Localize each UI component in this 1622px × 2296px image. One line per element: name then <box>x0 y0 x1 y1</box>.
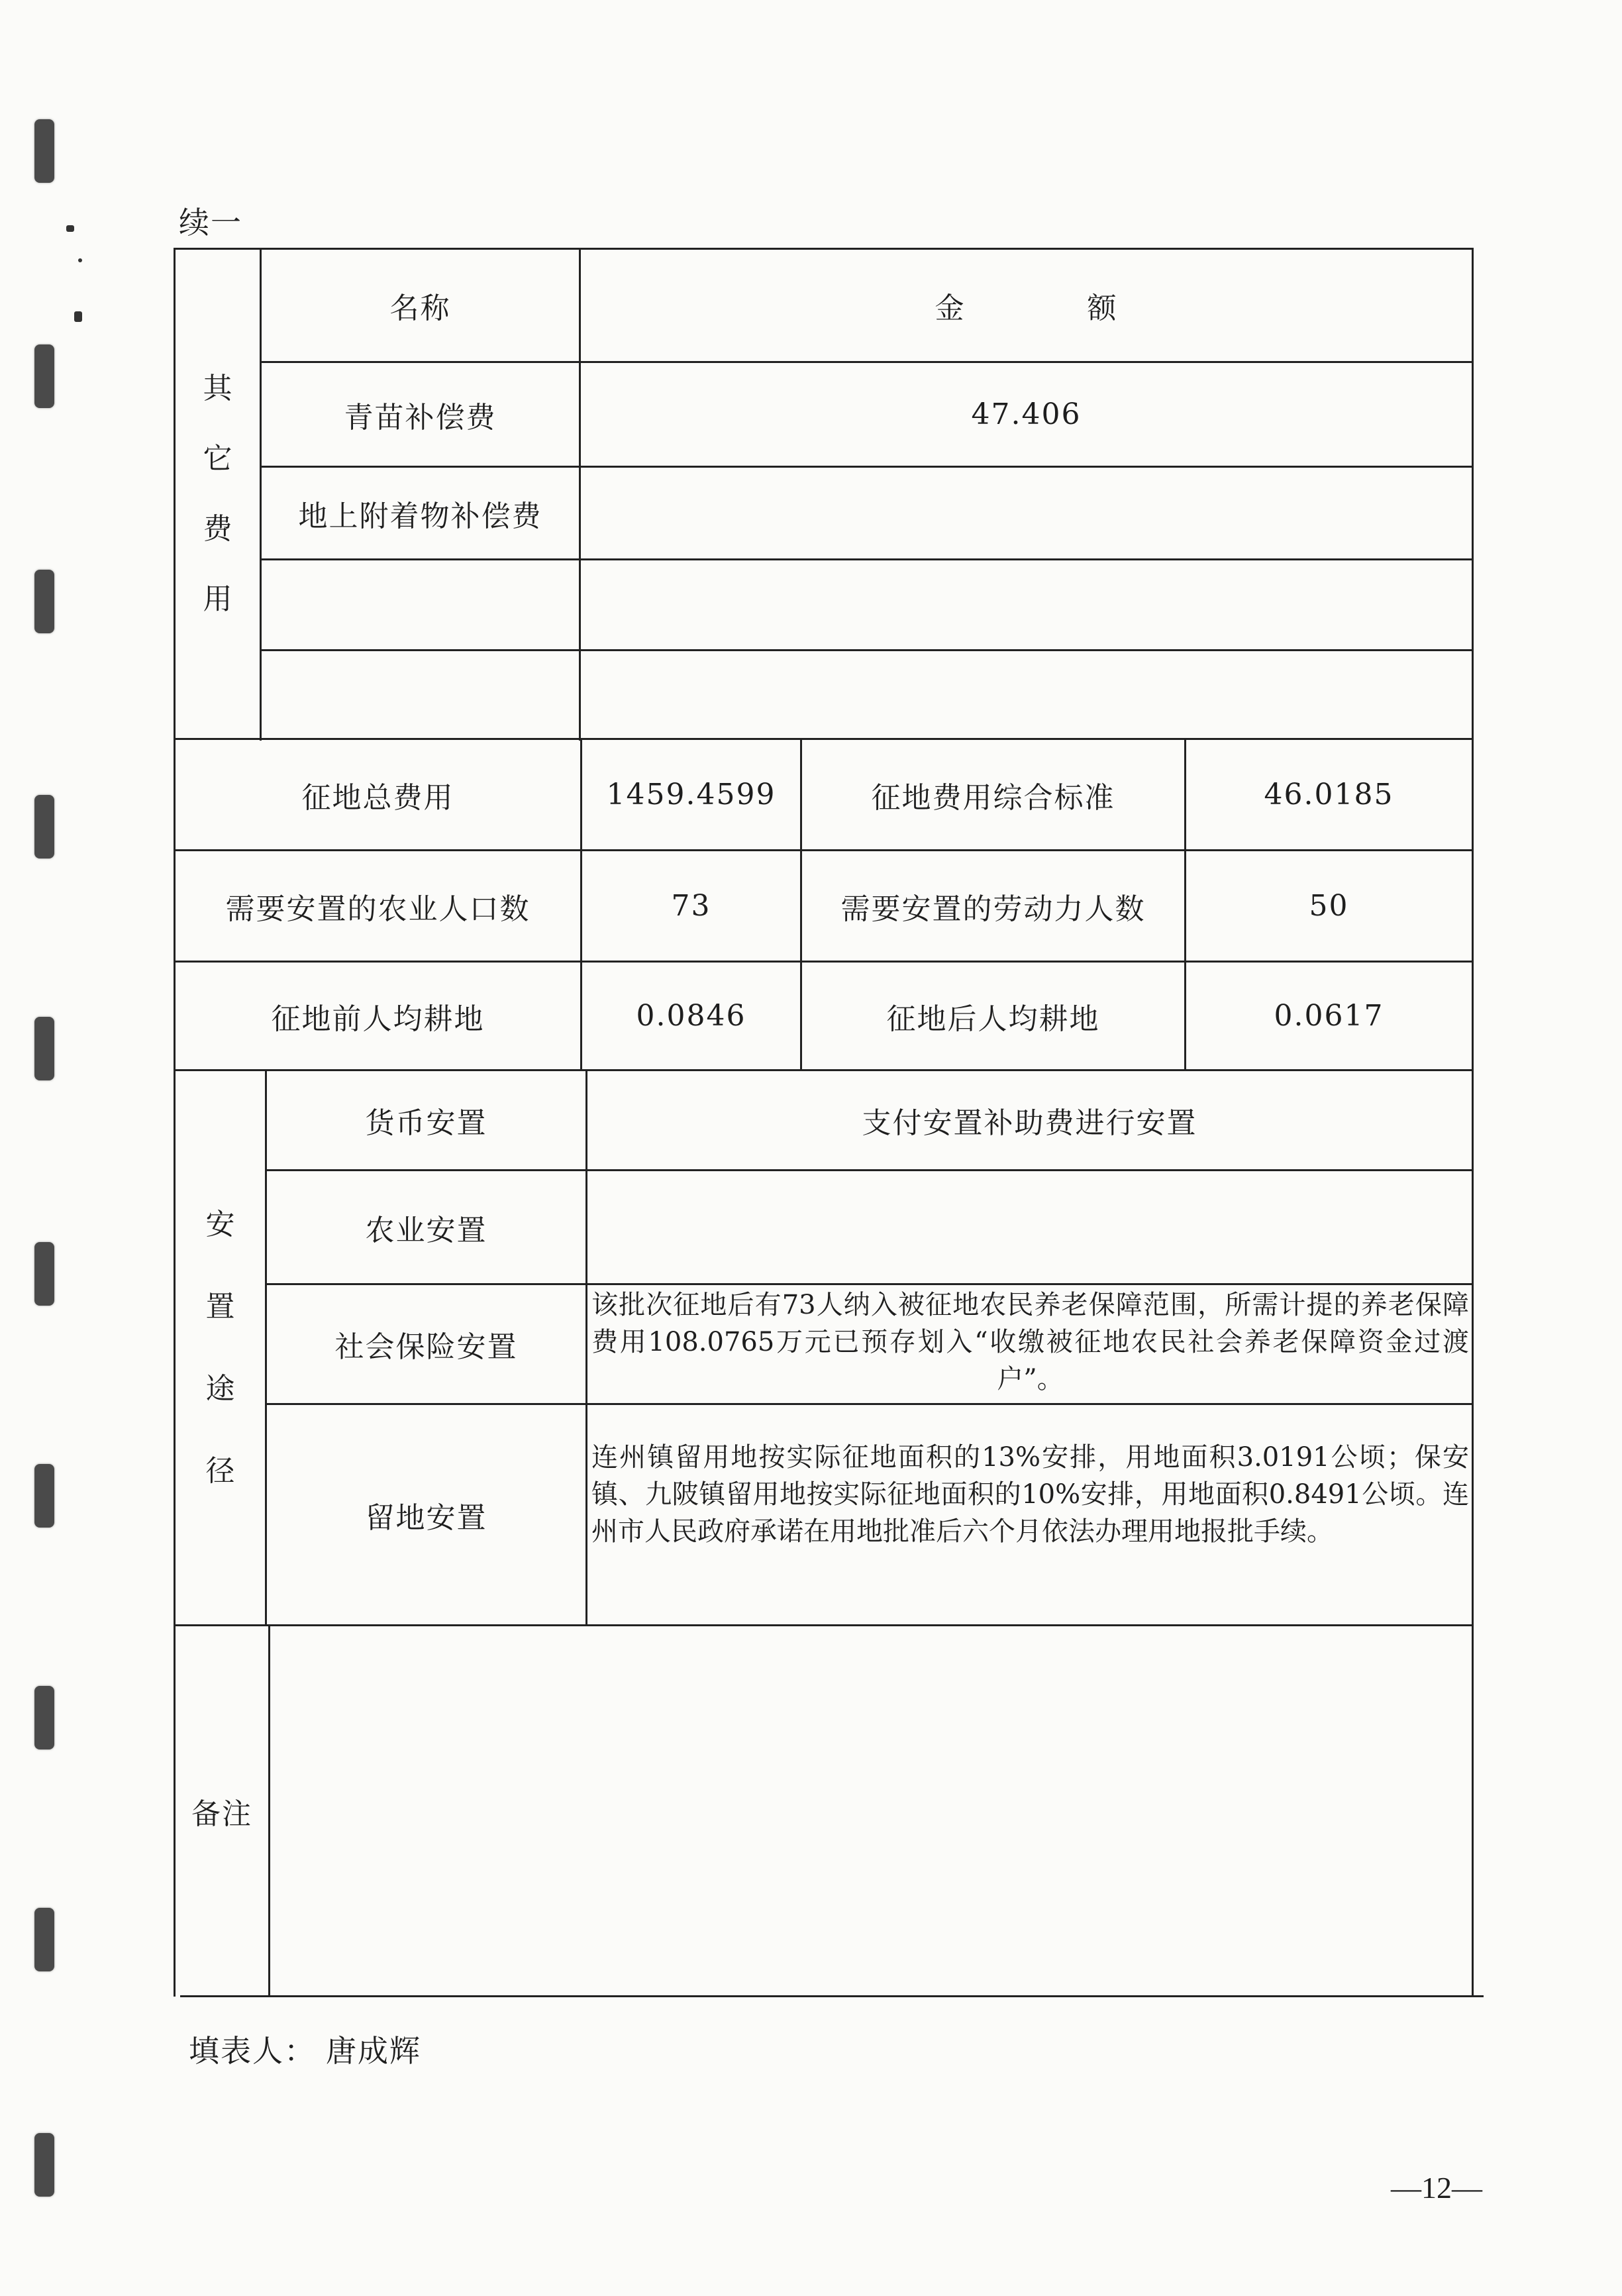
fee-name-row-1: 青苗补偿费 <box>344 400 497 435</box>
population-value: 73 <box>671 889 711 923</box>
fee-name-row-4 <box>262 651 579 738</box>
total-cost-label: 征地总费用 <box>301 780 454 815</box>
binder-hole <box>34 1242 54 1306</box>
population-label: 需要安置的农业人口数 <box>225 892 531 926</box>
resettlement-name-monetary: 货币安置 <box>365 1106 487 1140</box>
resettlement-content-reserved-land: 连州镇留用地按实际征地面积的13%安排，用地面积3.0191公顷；保安镇、九陂镇留用地按实际征地面积的10%安排，用地面积0.8491公顷。连州市人民政府承诺在用地批准后六个月依法办理用地报批手续。 <box>591 1442 1469 1547</box>
binder-hole <box>34 119 54 183</box>
before-label: 征地前人均耕地 <box>271 1002 485 1036</box>
page-number: —12— <box>1391 2171 1482 2205</box>
before-value: 0.0846 <box>636 999 746 1033</box>
scan-speck <box>66 225 74 232</box>
binder-hole <box>34 570 54 633</box>
binder-hole <box>34 1017 54 1080</box>
scan-speck <box>78 258 82 262</box>
filler-label: 填表人： <box>189 2033 316 2069</box>
standard-label: 征地费用综合标准 <box>871 780 1115 815</box>
after-value: 0.0617 <box>1274 999 1384 1033</box>
other-fees-section-label: 其 它 费 用 <box>203 371 232 616</box>
header-name: 名称 <box>389 291 451 325</box>
fee-amount-row-1: 47.406 <box>971 397 1082 431</box>
standard-value: 46.0185 <box>1264 778 1394 811</box>
binder-hole <box>34 795 54 859</box>
remarks-content <box>272 1630 1467 1991</box>
fee-amount-row-3 <box>581 560 1472 649</box>
binder-hole <box>34 1686 54 1749</box>
resettlement-name-social-insurance: 社会保险安置 <box>334 1330 518 1364</box>
after-label: 征地后人均耕地 <box>886 1002 1100 1036</box>
resettlement-content-social-insurance: 该批次征地后有73人纳入被征地农民养老保障范围，所需计提的养老保障费用108.0765万元已预存划入“收缴被征地农民社会养老保障资金过渡户”。 <box>591 1290 1469 1394</box>
fee-name-row-3 <box>262 560 579 649</box>
fee-name-row-2: 地上附着物补偿费 <box>298 499 542 533</box>
fee-amount-row-4 <box>581 651 1472 738</box>
binder-hole <box>34 2133 54 2197</box>
resettlement-content-agricultural <box>587 1171 1472 1283</box>
fee-amount-row-2 <box>581 468 1472 558</box>
binder-hole <box>34 1464 54 1528</box>
binder-hole <box>34 344 54 408</box>
binder-hole <box>34 1908 54 1971</box>
scan-speck <box>74 311 82 322</box>
header-amount: 金 额 <box>935 291 1118 325</box>
labor-value: 50 <box>1309 889 1349 923</box>
resettlement-name-agricultural: 农业安置 <box>365 1213 487 1247</box>
labor-label: 需要安置的劳动力人数 <box>840 892 1146 926</box>
resettlement-section-label: 安 置 途 径 <box>205 1207 235 1488</box>
remarks-label: 备注 <box>191 1797 252 1831</box>
filler-name: 唐成辉 <box>326 2033 421 2069</box>
continued-label: 续一 <box>179 205 242 240</box>
total-cost-value: 1459.4599 <box>606 778 776 811</box>
resettlement-content-monetary: 支付安置补助费进行安置 <box>862 1106 1197 1140</box>
resettlement-name-reserved-land: 留地安置 <box>365 1500 487 1535</box>
